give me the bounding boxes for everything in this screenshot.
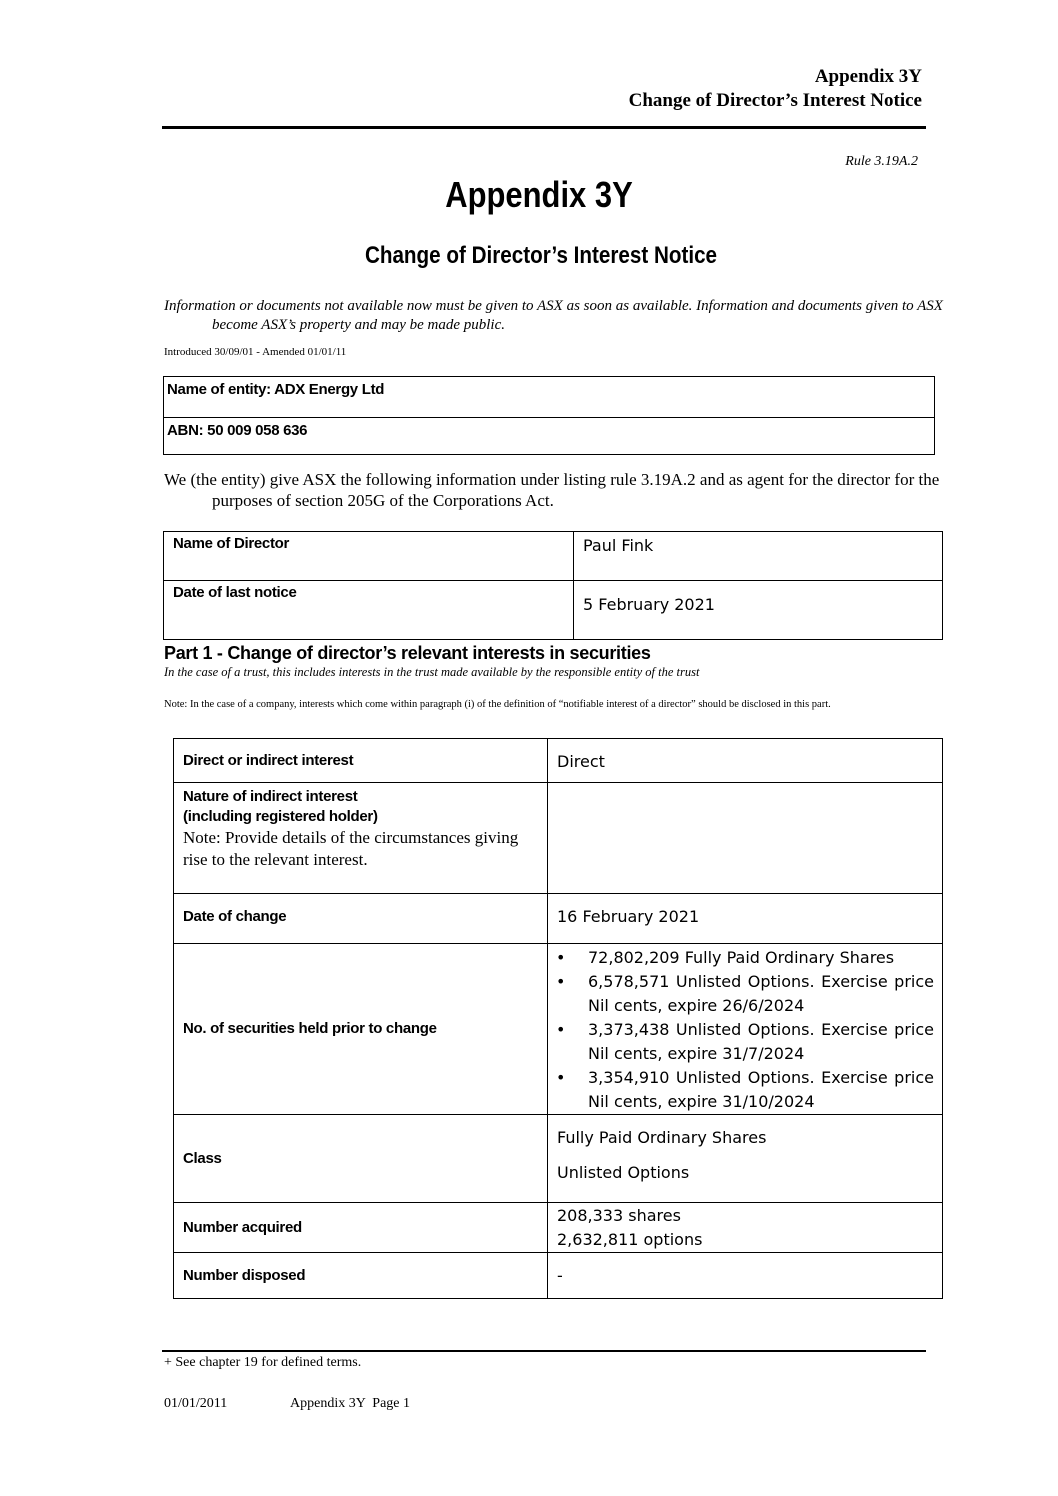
row-direct-indirect (174, 739, 943, 783)
last-notice-label: Date of last notice (173, 584, 297, 601)
row-class (174, 1115, 943, 1203)
intro-paragraph: Information or documents not available now must be given to ASX as soon as available. Information and documents given to ASX become ASX’s property and may be made public. (164, 298, 943, 333)
class-label: Class (183, 1149, 222, 1167)
date-change-value: 16 February 2021 (557, 907, 700, 926)
director-name-value: Paul Fink (583, 536, 654, 555)
document-title: Appendix 3Y (445, 174, 633, 215)
acquired-options: 2,632,811 options (557, 1230, 703, 1249)
footer-terms: + See chapter 19 for defined terms. (164, 1355, 362, 1370)
director-table (163, 531, 943, 640)
nature-label: Nature of indirect interest (183, 788, 358, 805)
entity-statement: We (the entity) give ASX the following information under listing rule 3.19A.2 and as agent for the director for the purposes of section 205G of the Corporations Act. (164, 470, 940, 510)
prior-holding-item: • 6,578,571 Unlisted Options. Exercise price Nil cents, expire 26/6/2024 (548, 970, 934, 1018)
nature-note: Note: Provide details of the circumstances giving rise to the relevant interest. (183, 828, 519, 869)
row-acquired (174, 1203, 943, 1253)
disposed-value: - (557, 1265, 563, 1285)
prior-holdings-list (548, 946, 934, 1114)
part1-table (173, 738, 943, 1299)
prior-holdings-label: No. of securities held prior to change (183, 1020, 437, 1037)
footer-page-number: Appendix 3Y Page 1 (290, 1396, 411, 1411)
entity-box (163, 376, 935, 455)
nature-value (548, 783, 943, 894)
row-date-change (174, 894, 943, 944)
rule-reference: Rule 3.19A.2 (845, 154, 918, 169)
last-notice-value: 5 February 2021 (583, 595, 715, 614)
direct-indirect-label: Direct or indirect interest (183, 752, 354, 769)
header-divider (162, 126, 926, 129)
prior-holding-item: • 3,354,910 Unlisted Options. Exercise price Nil cents, expire 31/10/2024 (548, 1066, 934, 1114)
disposed-label: Number disposed (183, 1266, 306, 1284)
footer-date: 01/01/2011 (164, 1396, 228, 1411)
date-change-label: Date of change (183, 908, 287, 925)
part1-note: Note: In the case of a company, interests which come within paragraph (i) of the definition of “notifiable interest of a director” should be disclosed in this part. (164, 699, 831, 710)
direct-indirect-value: Direct (557, 752, 605, 771)
row-prior-holdings (174, 944, 943, 1115)
acquired-label: Number acquired (183, 1218, 302, 1236)
acquired-shares: 208,333 shares (557, 1206, 681, 1225)
director-name-label: Name of Director (173, 535, 290, 552)
introduced-amended-line: Introduced 30/09/01 - Amended 01/01/11 (164, 346, 347, 358)
part1-heading: Part 1 - Change of director’s relevant interests in securities (164, 643, 651, 663)
class-value-shares: Fully Paid Ordinary Shares (557, 1128, 767, 1147)
nature-label-sub: (including registered holder) (183, 808, 378, 825)
footer-divider (162, 1350, 926, 1352)
running-header-title: Appendix 3Y (814, 66, 922, 87)
prior-holding-item: • 72,802,209 Fully Paid Ordinary Shares (548, 946, 934, 970)
running-header-subtitle: Change of Director’s Interest Notice (628, 90, 922, 111)
entity-name-line: Name of entity: ADX Energy Ltd (167, 381, 385, 398)
part1-subheading: In the case of a trust, this includes interests in the trust made available by the responsible entity of the trust (164, 665, 700, 679)
prior-holding-item: • 3,373,438 Unlisted Options. Exercise price Nil cents, expire 31/7/2024 (548, 1018, 934, 1066)
class-value-options: Unlisted Options (557, 1163, 690, 1182)
row-nature-indirect (174, 783, 943, 894)
document-subtitle: Change of Director’s Interest Notice (364, 242, 718, 269)
row-disposed (174, 1253, 943, 1299)
abn-line: ABN: 50 009 058 636 (167, 422, 308, 439)
